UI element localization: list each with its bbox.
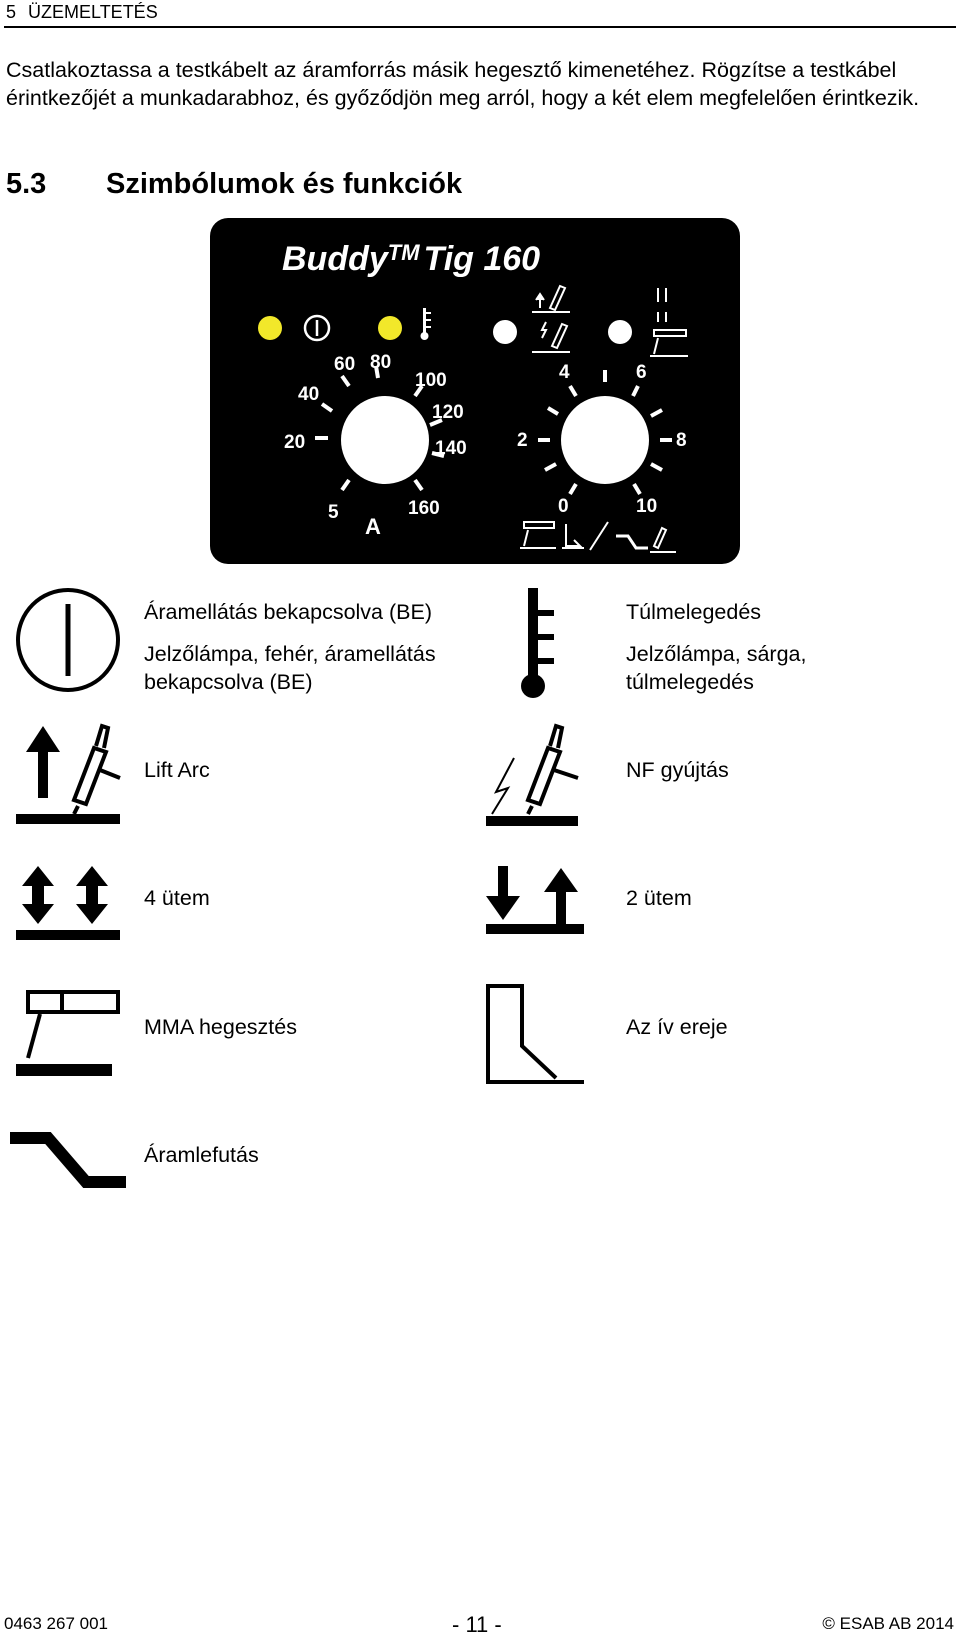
symbol-four-stroke: 4 ütem: [144, 886, 210, 910]
section-heading: [6, 168, 462, 201]
svg-text:5: 5: [328, 502, 339, 523]
svg-text:60: 60: [334, 354, 356, 375]
lift-arc-icon: [14, 718, 124, 826]
svg-text:4: 4: [559, 362, 570, 383]
svg-text:A: A: [365, 514, 381, 539]
panel-brand: Buddy™ Tig 160: [282, 240, 541, 278]
svg-text:20: 20: [284, 432, 306, 453]
svg-text:80: 80: [370, 352, 392, 373]
thermometer-icon: [510, 586, 560, 702]
copyright: © ESAB AB 2014: [822, 1614, 954, 1633]
symbol-overheat: [626, 598, 926, 696]
symbol-power-on: [144, 598, 474, 696]
overheat-led: [378, 316, 402, 340]
power-led: [258, 316, 282, 340]
svg-text:100: 100: [415, 370, 447, 391]
doc-number: 0463 267 001: [4, 1614, 108, 1633]
svg-text:6: 6: [636, 362, 647, 383]
control-panel-figure: [210, 218, 740, 564]
four-stroke-icon: [14, 864, 122, 942]
two-stroke-icon: [486, 864, 586, 938]
svg-text:120: 120: [432, 402, 464, 423]
hf-ignition-icon: [486, 718, 596, 826]
section-title: Szimbólumok és funkciók: [106, 168, 463, 200]
chapter-title: ÜZEMELTETÉS: [28, 2, 158, 22]
svg-text:40: 40: [298, 384, 320, 405]
page-header: [6, 2, 170, 23]
symbol-title: Túlmelegedés: [626, 600, 762, 624]
mma-welding-icon: [14, 988, 122, 1080]
chapter-number: 5: [6, 2, 17, 22]
page-number: - 11 -: [452, 1612, 502, 1637]
svg-text:2: 2: [517, 430, 528, 451]
symbol-lift-arc: Lift Arc: [144, 758, 210, 782]
power-on-icon: [14, 586, 122, 694]
intro-paragraph: Csatlakoztassa a testkábelt az áramforrás másik hegesztő kimenetéhez. Rögzítse a testkábel érintkezőjét a munkadarabhoz, és győződjön meg arról, hogy a két elem megfelelően érintkezik.: [6, 58, 920, 110]
downslope-icon: [10, 1130, 128, 1194]
arc-force-icon: [486, 982, 586, 1086]
section-number: 5.3: [6, 168, 47, 200]
svg-text:8: 8: [676, 430, 687, 451]
symbol-two-stroke: 2 ütem: [626, 886, 692, 910]
start-method-led: [493, 320, 517, 344]
svg-text:0: 0: [558, 496, 569, 517]
symbol-hf-ignition: NF gyújtás: [626, 758, 729, 782]
svg-text:140: 140: [435, 438, 467, 459]
mode-led: [608, 320, 632, 344]
header-rule: [4, 26, 956, 28]
svg-text:160: 160: [408, 498, 440, 519]
symbol-desc: Jelzőlámpa, fehér, áramellátás bekapcsolva (BE): [144, 642, 436, 694]
symbol-downslope: Áramlefutás: [144, 1143, 259, 1167]
symbol-arc-force: Az ív ereje: [626, 1015, 728, 1039]
symbol-desc: Jelzőlámpa, sárga, túlmelegedés: [626, 642, 807, 694]
symbol-mma: MMA hegesztés: [144, 1015, 297, 1039]
svg-text:10: 10: [636, 496, 658, 517]
symbol-title: Áramellátás bekapcsolva (BE): [144, 600, 432, 624]
